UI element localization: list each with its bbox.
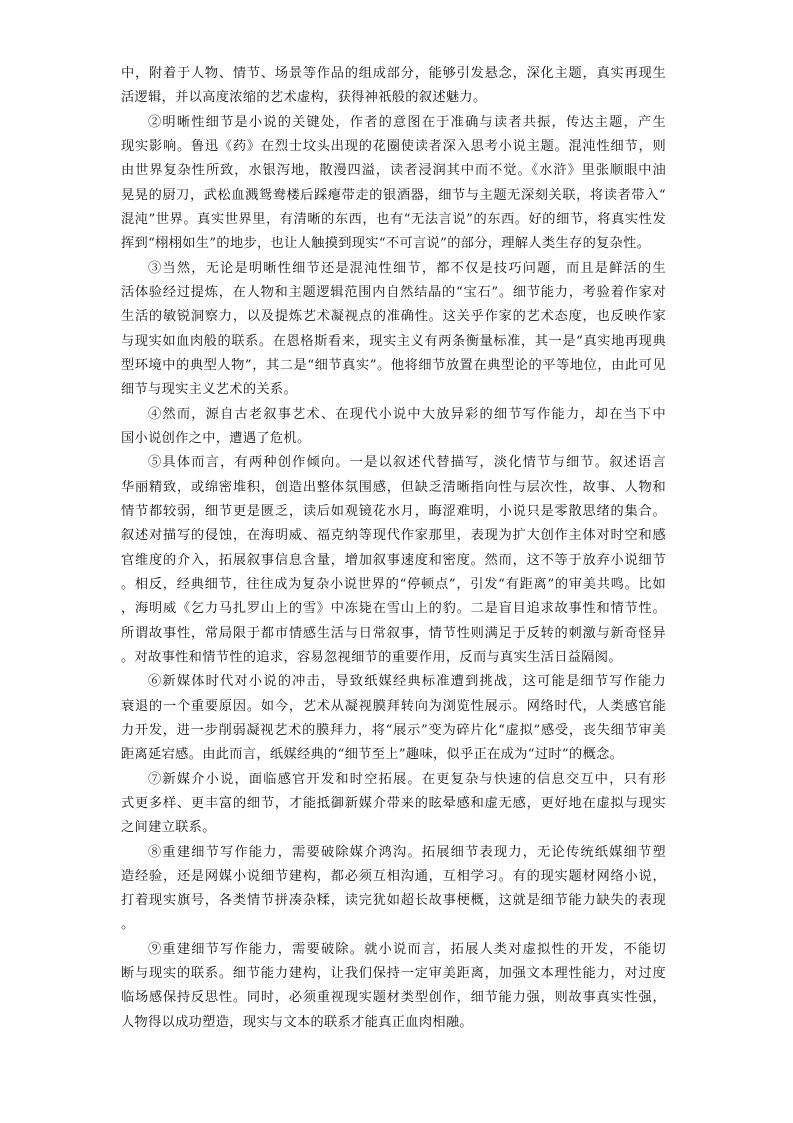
- paragraph-8: [121, 841, 666, 938]
- text-line: ⑥新媒体时代对小说的冲击，导致纸媒经典标准遭到挑战，这可能是细节写作能力: [148, 674, 666, 690]
- text-line: ，海明威《乞力马扎罗山上的雪》中冻毙在雪山上的豹。二是盲目追求故事性和情节性。: [121, 601, 666, 617]
- text-line: 造经验，还是网媒小说细节建构，都必须互相沟通，互相学习。有的现实题材网络小说，: [121, 868, 666, 884]
- paragraph-1-continued: [121, 62, 666, 111]
- text-line: ⑨重建细节写作能力，需要破除。就小说而言，拓展人类对虚拟性的开发，不能切: [148, 941, 666, 957]
- text-line: 与现实如血肉般的联系。在恩格斯看来，现实主义有两条衡量标准，其一是“真实地再现典: [121, 333, 666, 349]
- text-line: 情节都较弱，细节更是匮乏，读后如观镜花水月，晦涩难明，小说只是零散思绪的集合。: [121, 503, 666, 519]
- text-line: 生活的敏锐洞察力，以及提炼艺术凝视点的准确性。这关乎作家的艺术态度，也反映作家: [121, 309, 666, 325]
- text-line: 活体验经过提炼，在人物和主题逻辑范围内自然结晶的“宝石”。细节能力，考验着作家对: [121, 284, 666, 300]
- text-line: ③当然，无论是明晰性细节还是混沌性细节，都不仅是技巧问题，而且是鲜活的生: [148, 260, 666, 276]
- text-line: 细节与现实主义艺术的关系。: [121, 382, 297, 398]
- paragraph-3: [121, 257, 666, 403]
- text-line: 人物得以成功塑造，现实与文本的联系才能真正血肉相融。: [121, 1014, 473, 1030]
- text-line: ⑦新媒介小说，面临感官开发和时空拓展。在更复杂与快速的信息交互中，只有形: [148, 771, 666, 787]
- text-line: ④然而，源自古老叙事艺术、在现代小说中大放异彩的细节写作能力，却在当下中: [148, 406, 666, 422]
- paragraph-5: [121, 451, 666, 670]
- text-line: 由世界复杂性所致，水银泻地，散漫四溢，读者浸润其中而不觉。《水浒》里张顺眼中油: [121, 163, 666, 179]
- text-line: 华丽精致，或绵密堆积，创造出整体氛围感，但缺乏清晰指向性与层次性，故事、人物和: [121, 479, 666, 495]
- text-line: 现实影响。鲁迅《药》在烈士坟头出现的花圈使读者深入思考小说主题。混沌性细节，则: [121, 138, 666, 154]
- text-line: 衰退的一个重要原因。如今，艺术从凝视膜拜转向为浏览性展示。网络时代，人类感官能: [121, 698, 666, 714]
- text-line: 打着现实旗号，各类情节拼凑杂糅，读完犹如超长故事梗概，这就是细节能力缺失的表现: [121, 893, 666, 909]
- text-line: ⑤具体而言，有两种创作倾向。一是以叙述代替描写，淡化情节与细节。叙述语言: [148, 455, 666, 471]
- text-line: 。: [121, 917, 135, 933]
- text-line: 临场感保持反思性。同时，必须重视现实题材类型创作，细节能力强，则故事真实性强，: [121, 990, 666, 1006]
- text-line: 。相反，经典细节，往往成为复杂小说世界的“停顿点”，引发“有距离”的审美共鸣。比如: [121, 576, 666, 592]
- text-line: 之间建立联系。: [121, 820, 216, 836]
- text-line: ②明晰性细节是小说的关键处，作者的意图在于准确与读者共振，传达主题，产生: [148, 114, 666, 130]
- text-line: ⑧重建细节写作能力，需要破除媒介鸿沟。拓展细节表现力，无论传统纸媒细节塑: [148, 844, 666, 860]
- paragraph-6: [121, 670, 666, 767]
- text-line: 叙述对描写的侵蚀，在海明威、福克纳等现代作家那里，表现为扩大创作主体对时空和感: [121, 528, 666, 544]
- text-line: 所谓故事性，常局限于都市情感生活与日常叙事，情节性则满足于反转的刺激与新奇怪异: [121, 625, 666, 641]
- text-line: 晃晃的厨刀，武松血溅鸳鸯楼后踩瘪带走的银酒器，细节与主题无深刻关联，将读者带入“: [121, 187, 666, 203]
- text-line: 活逻辑，并以高度浓缩的艺术虚构，获得神祇般的叙述魅力。: [121, 90, 487, 106]
- text-line: 力开发，进一步削弱凝视艺术的膜拜力，将“展示”变为碎片化“虚拟”感受，丧失细节审美: [121, 722, 666, 738]
- text-line: 官维度的介入，拓展叙事信息含量，增加叙事速度和密度。然而，这不等于放弃小说细节: [121, 552, 666, 568]
- text-line: 。对故事性和情节性的追求，容易忽视细节的重要作用，反而与真实生活日益隔阂。: [121, 649, 622, 665]
- paragraph-7: [121, 768, 666, 841]
- paragraph-4: [121, 403, 666, 452]
- paragraph-9: [121, 938, 666, 1035]
- text-line: 中，附着于人物、情节、场景等作品的组成部分，能够引发悬念，深化主题，真实再现生: [121, 66, 666, 81]
- text-line: 型环境中的典型人物”，其二是“细节真实”。他将细节放置在典型论的平等地位，由此可见: [121, 357, 666, 373]
- text-line: 混沌”世界。真实世界里，有清晰的东西，也有“无法言说”的东西。好的细节，将真实性发: [121, 211, 666, 227]
- text-line: 距离延宕感。由此而言，纸媒经典的“细节至上”趣味，似乎正在成为“过时”的概念。: [121, 747, 624, 763]
- text-line: 国小说创作之中，遭遇了危机。: [121, 430, 311, 446]
- text-line: 式更多样、更丰富的细节，才能抵御新媒介带来的眩晕感和虚无感，更好地在虚拟与现实: [121, 795, 666, 811]
- text-line: 断与现实的联系。细节能力建构，让我们保持一定审美距离，加强文本理性能力，对过度: [121, 966, 666, 982]
- document-page: [121, 62, 666, 1035]
- paragraph-2: [121, 111, 666, 257]
- text-line: 挥到“栩栩如生”的地步，也让人触摸到现实“不可言说”的部分，理解人类生存的复杂性。: [121, 236, 651, 252]
